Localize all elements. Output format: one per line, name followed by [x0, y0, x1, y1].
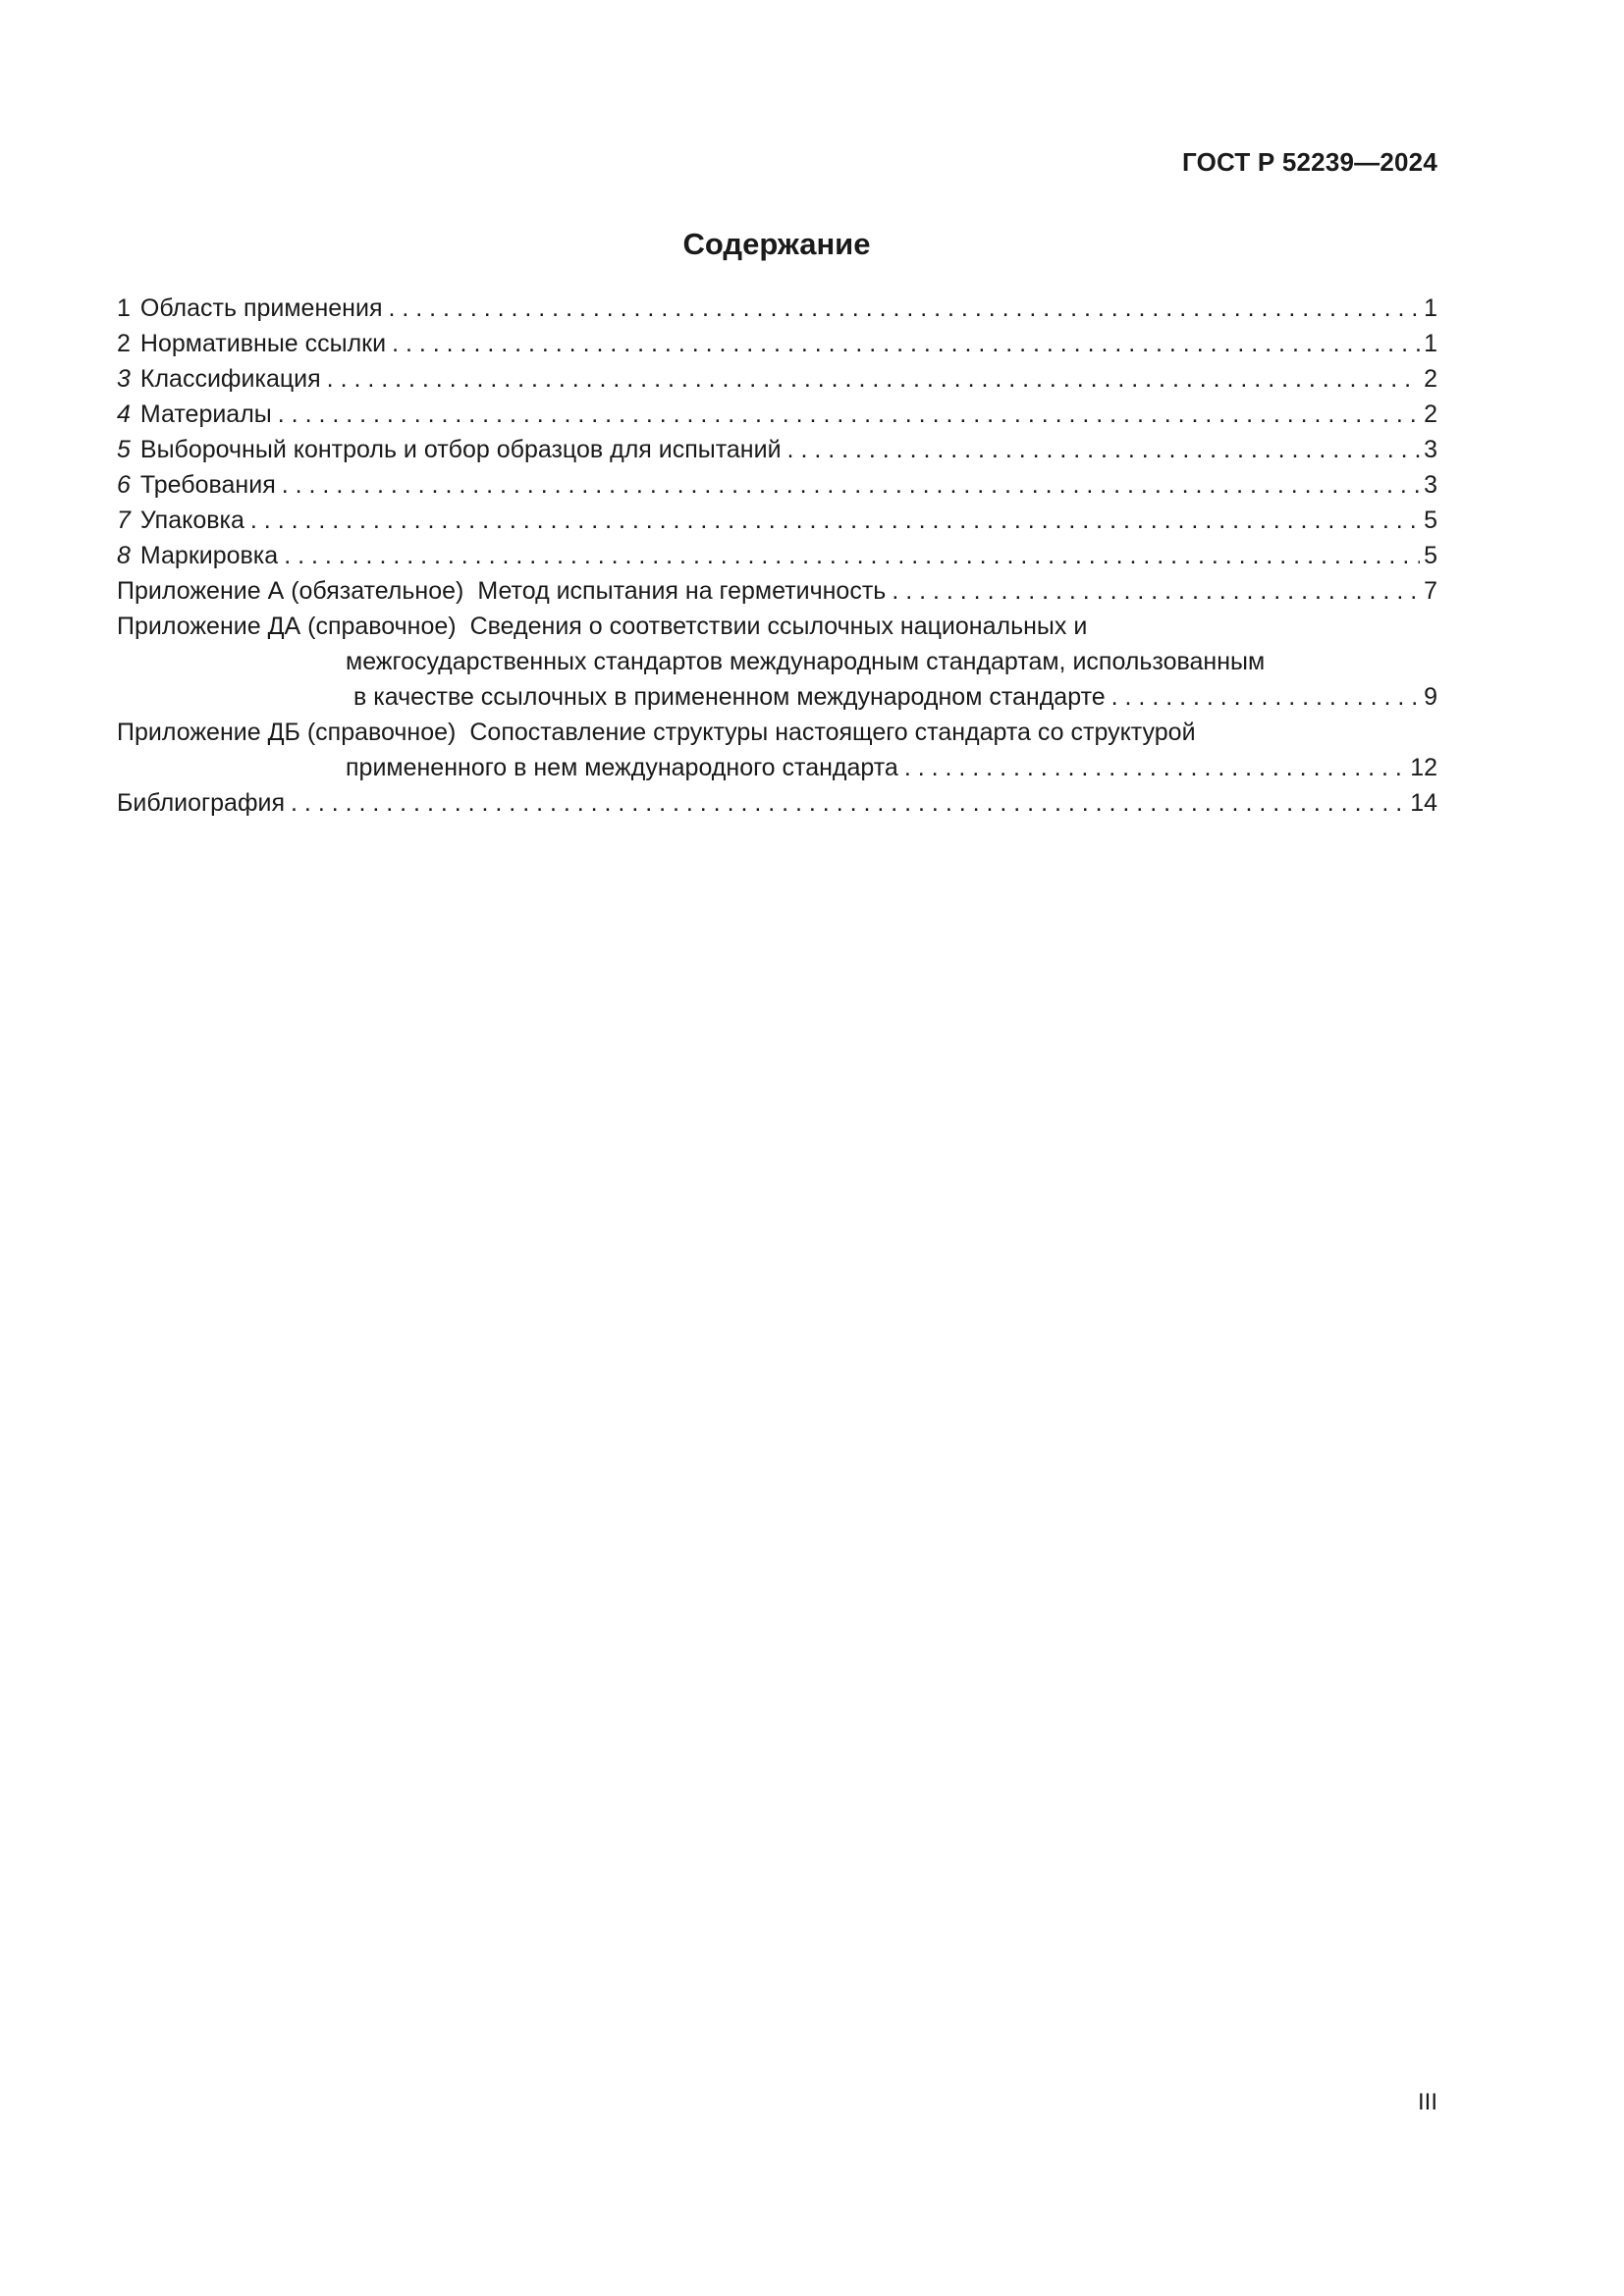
toc-entry-page: 2: [1424, 365, 1437, 393]
dot-leader: [250, 503, 1420, 538]
toc-entry-label: Выборочный контроль и отбор образцов для испытаний: [139, 436, 782, 463]
appendix-kind: Приложение ДА (справочное): [117, 613, 457, 640]
toc-entry-number: 4: [117, 400, 131, 428]
toc-entry-page: 1: [1424, 330, 1437, 357]
toc-entry-page: 12: [1410, 754, 1437, 781]
toc-entry-page: 3: [1424, 436, 1437, 463]
dot-leader: [392, 326, 1420, 361]
dot-leader: [327, 361, 1420, 397]
dot-leader: [291, 785, 1406, 821]
toc-entry-number: 8: [117, 542, 131, 569]
appendix-kind: Приложение А (обязательное): [117, 577, 464, 605]
toc-entry-label: Маркировка: [139, 542, 279, 569]
toc-entry-appendix-da[interactable]: [117, 609, 1437, 644]
toc-entry-number: 1: [117, 294, 131, 322]
toc-entry-appendix-db-line2[interactable]: [117, 750, 1437, 785]
toc-entry-label: Область применения: [139, 294, 383, 322]
dot-leader: [282, 467, 1420, 503]
toc-entry-bibliography[interactable]: [117, 785, 1437, 821]
toc-entry-3[interactable]: [117, 361, 1437, 397]
dot-leader: [278, 397, 1420, 432]
toc-entry-label: Требования: [139, 471, 276, 499]
toc-entry-2[interactable]: [117, 326, 1437, 361]
toc-entry-appendix-da-line3[interactable]: [117, 679, 1437, 715]
toc-entry-7[interactable]: [117, 503, 1437, 538]
document-id: ГОСТ Р 52239—2024: [1182, 147, 1437, 177]
toc-entry-page: 3: [1424, 471, 1437, 499]
toc-entry-number: 2: [117, 330, 131, 357]
toc-entry-page: 14: [1410, 789, 1437, 817]
appendix-kind: Приложение ДБ (справочное): [117, 719, 457, 746]
dot-leader: [388, 291, 1420, 326]
toc-entry-label: Классификация: [139, 365, 321, 393]
toc-entry-appendix-a[interactable]: [117, 573, 1437, 609]
toc-entry-label: Упаковка: [139, 507, 244, 534]
table-of-contents: [117, 291, 1437, 821]
toc-entry-label: Сведения о соответствии ссылочных национальных и: [469, 613, 1088, 640]
toc-entry-page: 9: [1424, 683, 1437, 711]
toc-entry-label: в качестве ссылочных в примененном международном стандарте: [353, 683, 1106, 711]
toc-entry-label: Библиография: [117, 789, 286, 817]
toc-entry-page: 5: [1424, 507, 1437, 534]
toc-entry-number: 7: [117, 507, 131, 534]
toc-entry-page: 7: [1424, 577, 1437, 605]
dot-leader: [892, 573, 1420, 609]
page-title: Содержание: [682, 227, 871, 261]
toc-entry-page: 1: [1424, 294, 1437, 322]
toc-entry-5[interactable]: [117, 432, 1437, 467]
toc-entry-number: 3: [117, 365, 131, 393]
toc-entry-6[interactable]: [117, 467, 1437, 503]
toc-entry-8[interactable]: [117, 538, 1437, 573]
toc-entry-1[interactable]: [117, 291, 1437, 326]
toc-entry-page: 2: [1424, 400, 1437, 428]
dot-leader: [904, 750, 1406, 785]
toc-entry-label: Материалы: [139, 400, 272, 428]
dot-leader: [787, 432, 1421, 467]
dot-leader: [1111, 679, 1420, 715]
toc-entry-label: Метод испытания на герметичность: [477, 577, 887, 605]
toc-entry-number: 6: [117, 471, 131, 499]
toc-entry-appendix-da-line2: [117, 644, 1437, 679]
toc-entry-label: межгосударственных стандартов международным стандартам, использованным: [346, 648, 1266, 675]
dot-leader: [284, 538, 1420, 573]
toc-entry-label: Нормативные ссылки: [139, 330, 387, 357]
toc-entry-label: Сопоставление структуры настоящего стандарта со структурой: [469, 719, 1196, 746]
toc-entry-appendix-db[interactable]: [117, 715, 1437, 750]
toc-entry-number: 5: [117, 436, 131, 463]
toc-entry-label: примененного в нем международного стандарта: [346, 754, 898, 781]
toc-entry-page: 5: [1424, 542, 1437, 569]
page-number-roman: III: [1417, 2089, 1437, 2115]
toc-entry-4[interactable]: [117, 397, 1437, 432]
